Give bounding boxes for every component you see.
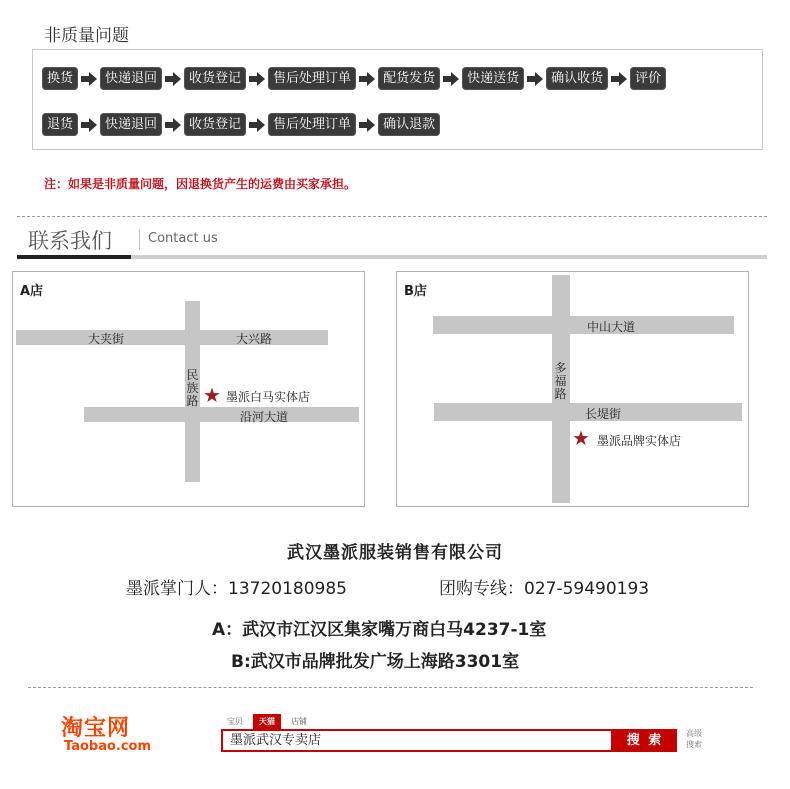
arrow-right-icon [246, 113, 268, 136]
taobao-logo-text[interactable]: Taobao.com [64, 739, 152, 754]
search-tab-shop[interactable]: 店铺 [291, 717, 307, 726]
map-store-b [396, 271, 749, 507]
group-buy-phone: 团购专线：027-59490193 [439, 579, 650, 599]
flow-step: 配货发货 [378, 67, 440, 90]
flow-step: 收货登记 [184, 113, 246, 136]
flow-step: 换货 [42, 67, 78, 90]
taobao-logo[interactable]: 淘宝网 [61, 716, 131, 741]
store-name: 墨派品牌实体店 [597, 434, 682, 448]
divider [17, 216, 767, 217]
arrow-right-icon [356, 67, 378, 90]
arrow-right-icon [524, 67, 546, 90]
process-flow-panel [32, 49, 763, 150]
search-button[interactable]: 搜 索 [613, 729, 677, 752]
arrow-right-icon [608, 67, 630, 90]
road-label: 中山大道 [587, 320, 636, 334]
road-label: 大兴路 [236, 332, 273, 346]
section-title: 非质量问题 [44, 26, 129, 46]
search-tab-tmall[interactable]: 天猫 [253, 714, 281, 729]
arrow-right-icon [78, 67, 100, 90]
flow-step: 快递退回 [100, 67, 162, 90]
flow-step: 快递退回 [100, 113, 162, 136]
road-label: 长堤街 [585, 407, 622, 421]
road-label: 大夹街 [88, 332, 125, 346]
search-tab-item[interactable]: 宝贝 [227, 717, 243, 726]
store-name: 墨派白马实体店 [226, 390, 311, 404]
contact-subtitle: Contact us [148, 231, 218, 246]
store-star-icon: ★ [572, 426, 590, 450]
arrow-right-icon [162, 67, 184, 90]
arrow-right-icon [78, 113, 100, 136]
advanced-search-label[interactable]: 搜索 [686, 740, 702, 749]
map-label: B店 [404, 284, 427, 299]
search-input[interactable]: 墨派武汉专卖店 [221, 729, 613, 752]
map-store-a [12, 271, 365, 507]
road-label: 民族路 [186, 368, 199, 408]
address-b: B:武汉市品牌批发广场上海路3301室 [231, 652, 520, 672]
owner-phone: 墨派掌门人：13720180985 [126, 579, 347, 599]
divider [131, 255, 767, 259]
arrow-right-icon [246, 67, 268, 90]
store-star-icon: ★ [203, 383, 221, 407]
flow-step: 退货 [42, 113, 78, 136]
arrow-right-icon [440, 67, 462, 90]
road-label: 多福路 [554, 361, 567, 401]
arrow-right-icon [356, 113, 378, 136]
refund-flow-row [42, 113, 440, 136]
flow-step: 快递送货 [462, 67, 524, 90]
flow-step: 售后处理订单 [268, 113, 356, 136]
arrow-right-icon [162, 113, 184, 136]
advanced-search-link[interactable] [686, 728, 702, 750]
address-a: A：武汉市江汉区集家嘴万商白马4237-1室 [212, 620, 547, 640]
map-label: A店 [20, 284, 44, 299]
divider [28, 687, 753, 688]
divider [139, 229, 140, 250]
road-label: 沿河大道 [240, 410, 289, 424]
road [16, 330, 328, 345]
flow-step: 确认退款 [378, 113, 440, 136]
flow-step: 售后处理订单 [268, 67, 356, 90]
flow-step: 收货登记 [184, 67, 246, 90]
exchange-flow-row [42, 67, 666, 90]
shipping-note: 注：如果是非质量问题，因退换货产生的运费由买家承担。 [44, 177, 357, 191]
contact-title: 联系我们 [28, 229, 112, 253]
advanced-search-label[interactable]: 高级 [686, 729, 702, 738]
road [84, 407, 359, 422]
road [433, 316, 734, 334]
flow-step: 评价 [630, 67, 666, 90]
divider [17, 255, 131, 259]
flow-step: 确认收货 [546, 67, 608, 90]
company-name: 武汉墨派服装销售有限公司 [287, 543, 503, 563]
